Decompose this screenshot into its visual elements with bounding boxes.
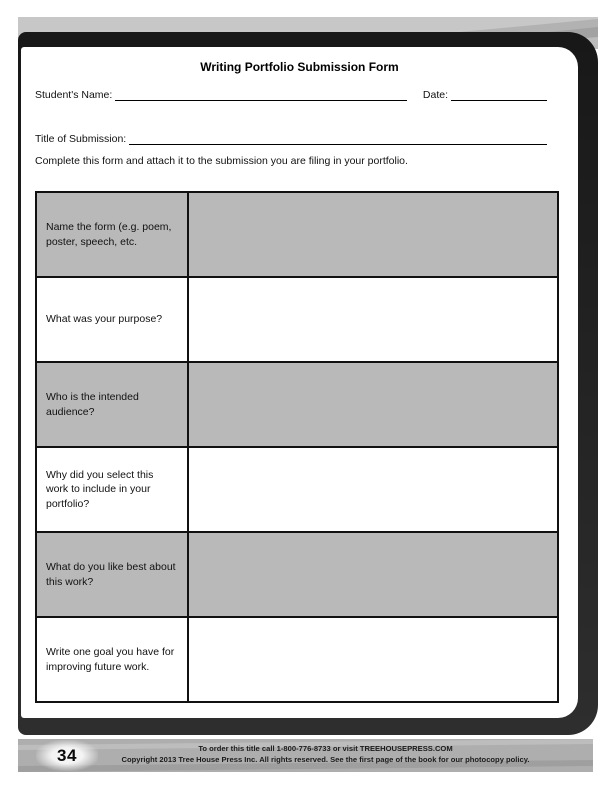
question-cell: Why did you select this work to include in your portfolio? (36, 447, 188, 532)
answer-cell (188, 532, 558, 617)
table-row (36, 617, 558, 702)
question-cell: What do you like best about this work? (36, 532, 188, 617)
student-name-row (35, 87, 547, 101)
footer-order-line: To order this title call 1-800-776-8733 or visit TREEHOUSEPRESS.COM (198, 744, 453, 753)
page-title: Writing Portfolio Submission Form (200, 60, 399, 74)
date-label: Date: (422, 89, 448, 101)
submission-title-blank-line (129, 131, 547, 145)
date-blank-line (451, 87, 547, 101)
worksheet-sheet (21, 47, 578, 718)
table-row (36, 192, 558, 277)
table-row (36, 447, 558, 532)
table-row (36, 362, 558, 447)
instruction-text: Complete this form and attach it to the submission you are filing in your portfolio. (35, 155, 408, 167)
answer-cell (188, 277, 558, 362)
answer-cell (188, 447, 558, 532)
footer-text (78, 743, 573, 765)
table-row (36, 532, 558, 617)
footer-copyright-line: Copyright 2013 Tree House Press Inc. All rights reserved. See the first page of the book for our photocopy policy. (121, 755, 530, 764)
page-frame (18, 32, 598, 735)
answer-cell (188, 617, 558, 702)
question-cell: Who is the intended audience? (36, 362, 188, 447)
question-cell: Write one goal you have for improving future work. (36, 617, 188, 702)
student-name-label: Student's Name: (35, 89, 113, 101)
answer-cell (188, 192, 558, 277)
student-name-blank-line (115, 87, 407, 101)
submission-title-label: Title of Submission: (35, 133, 127, 145)
answer-cell (188, 362, 558, 447)
question-cell: Name the form (e.g. poem, poster, speech, etc. (36, 192, 188, 277)
page-number: 34 (57, 745, 77, 765)
table-row (36, 277, 558, 362)
footer-band (18, 739, 593, 772)
submission-title-row (35, 131, 547, 145)
question-cell: What was your purpose? (36, 277, 188, 362)
submission-question-table (35, 191, 559, 703)
